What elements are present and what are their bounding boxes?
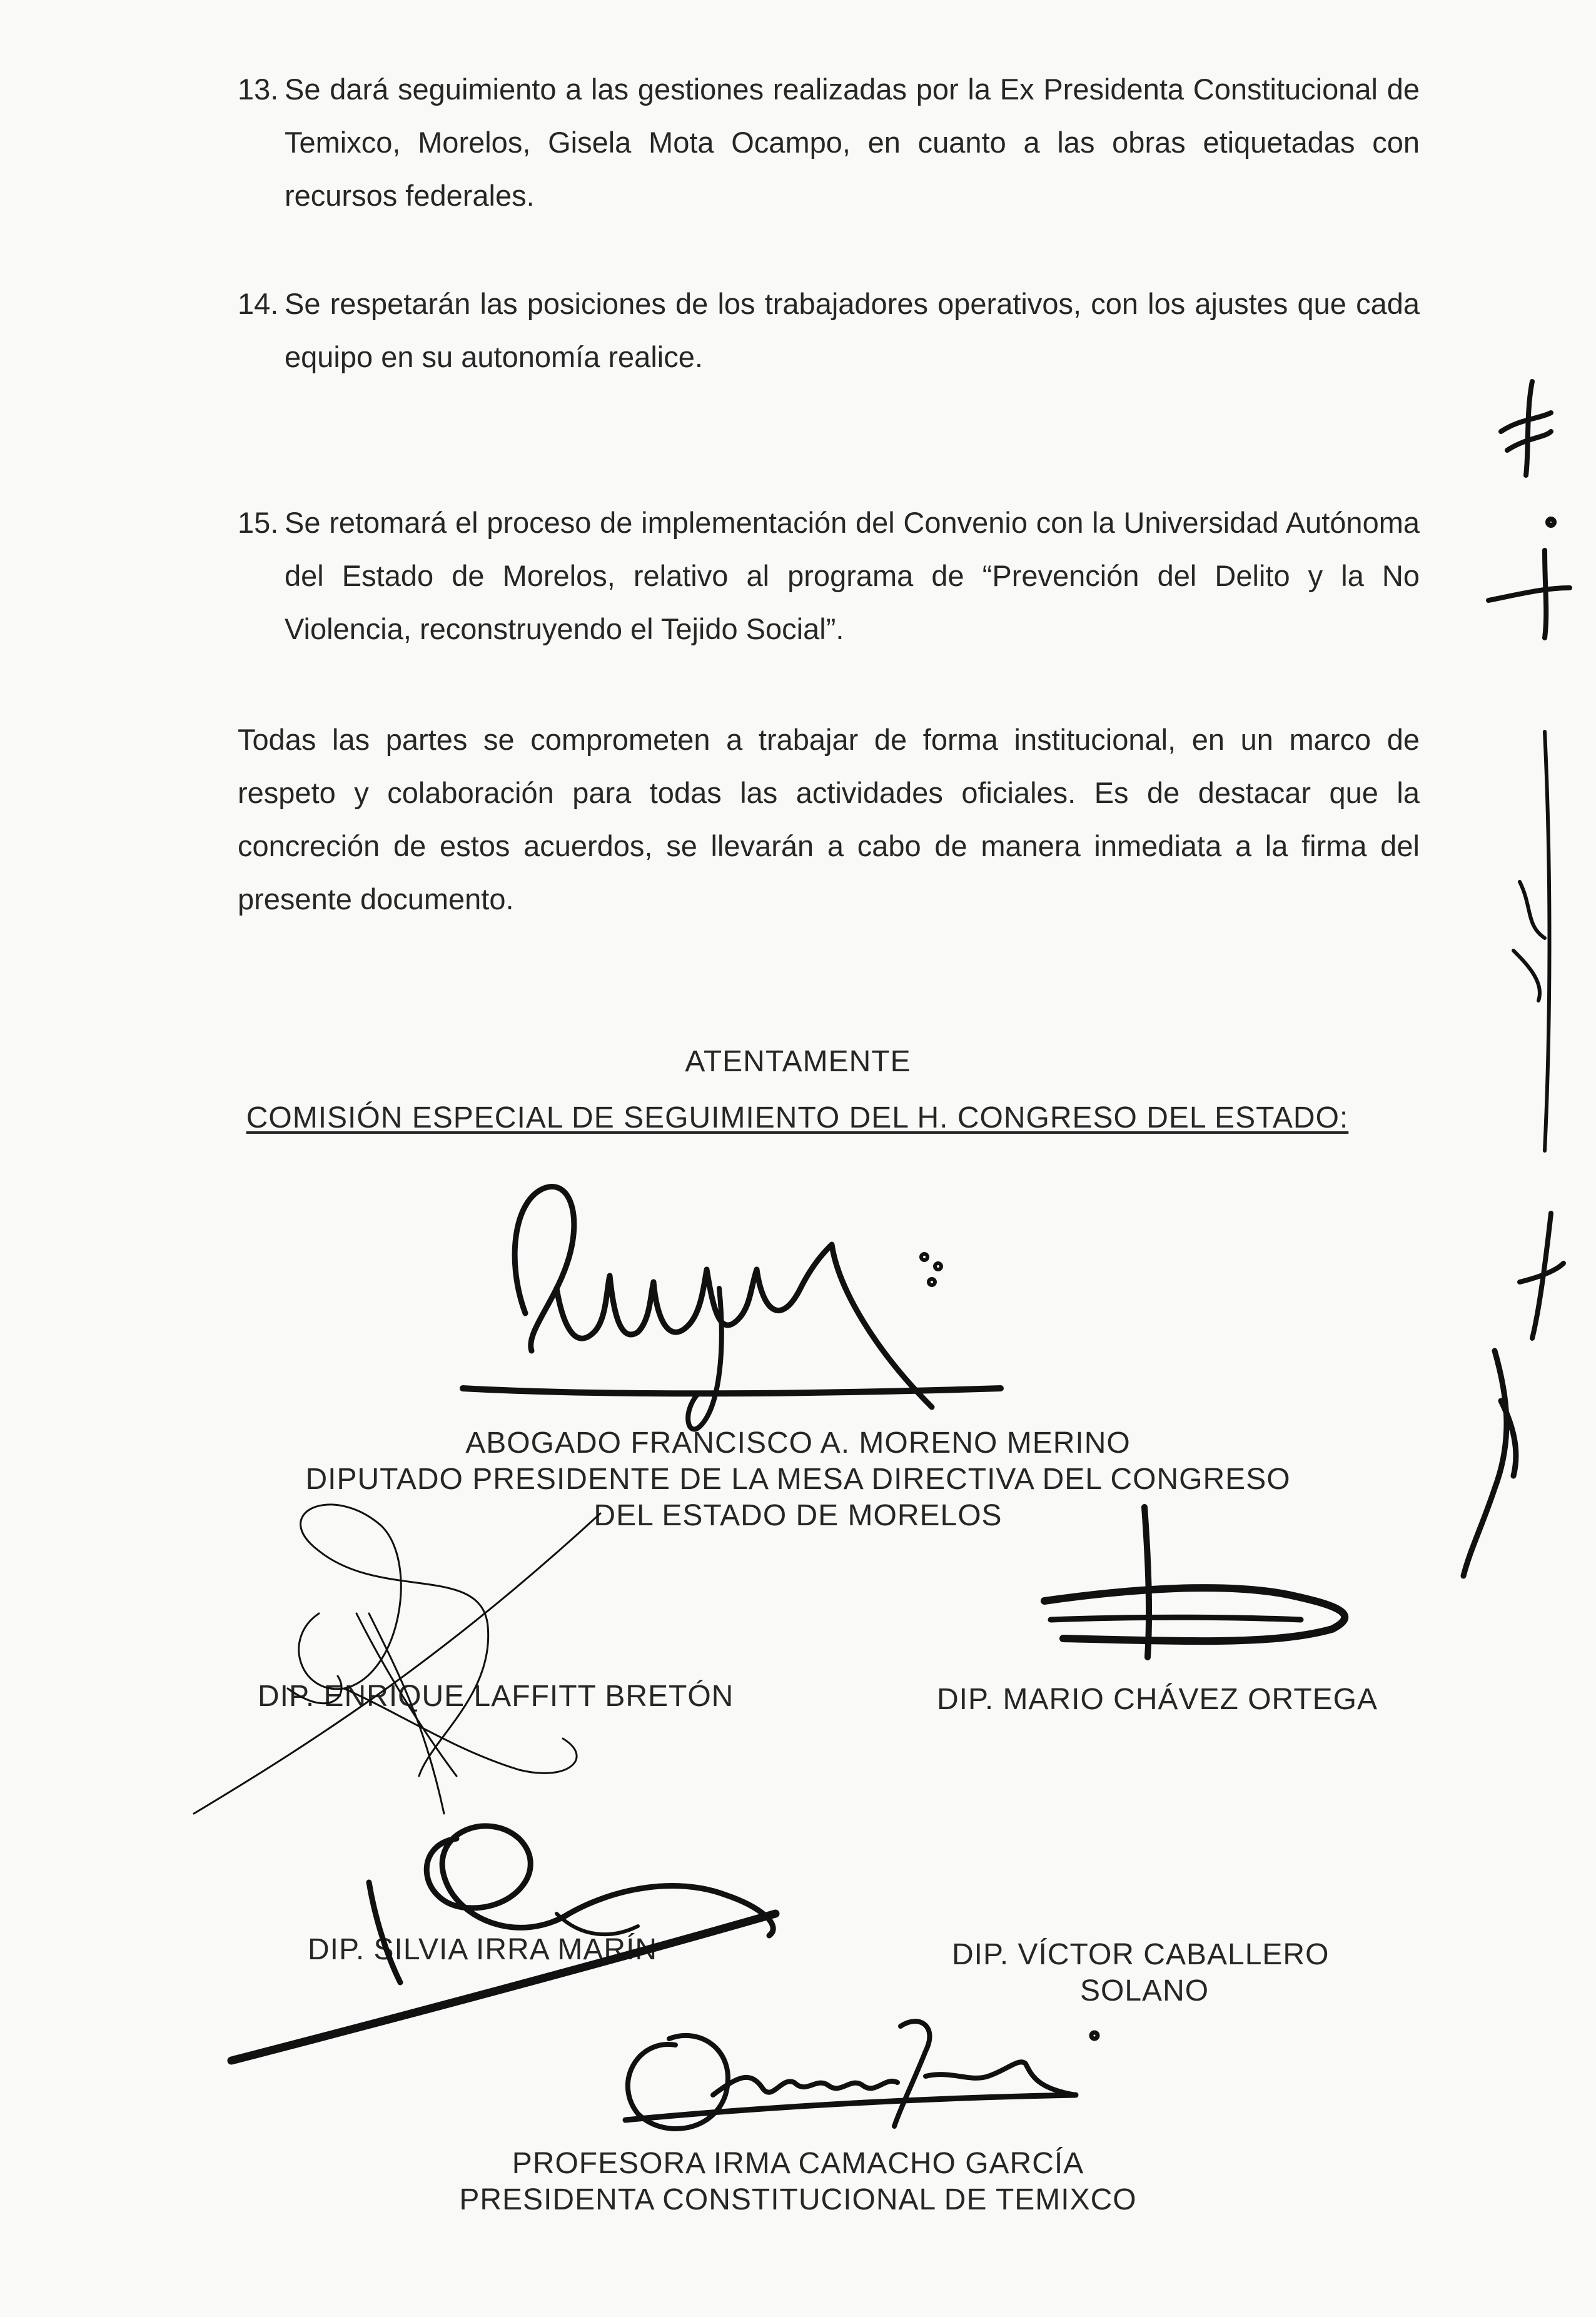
signatory-name: DIP. VÍCTOR CABALLERO: [952, 1938, 1330, 1971]
signature-camacho: [600, 2001, 1101, 2158]
signature-moreno: [450, 1163, 1013, 1463]
item-text: Se respetarán las posiciones de los trabajadores operativos, con los ajustes que cada equipo en su autonomía realice.: [285, 287, 1420, 373]
item-text: Se retomará el proceso de implementación del Convenio con la Universidad Autónoma del Estado de Morelos, relativo al programa de “Prevención del Delito y la No Violencia, reconstruyendo el Tejido Social”.: [285, 506, 1420, 645]
signatory-name: DIP. SILVIA IRRA MARÍN: [308, 1933, 658, 1966]
signatory-title: PRESIDENTA CONSTITUCIONAL DE TEMIXCO: [459, 2183, 1137, 2216]
commission-heading: COMISIÓN ESPECIAL DE SEGUIMIENTO DEL H. CONGRESO DEL ESTADO:: [246, 1101, 1349, 1134]
signatory-title: DEL ESTADO DE MORELOS: [593, 1499, 1003, 1532]
list-item-13: [238, 63, 1420, 222]
signatory-name: ABOGADO FRANCISCO A. MORENO MERINO: [465, 1426, 1131, 1460]
signature-laffitt: [194, 1488, 669, 1839]
signature-chavez: [1038, 1501, 1376, 1663]
signatory-name: DIP. MARIO CHÁVEZ ORTEGA: [937, 1683, 1378, 1716]
closing-paragraph: Todas las partes se comprometen a trabajar de forma institucional, en un marco de respeto y colaboración para todas las actividades oficiales. Es de destacar que la concreción de estos acuerdos, se llevarán a cabo de manera inmediata a la firma del presente documento.: [238, 723, 1420, 916]
item-number: 15.: [238, 506, 279, 539]
margin-initials: [1457, 363, 1582, 1638]
signatory-name: SOLANO: [1080, 1974, 1210, 2007]
list-item-14: [238, 277, 1420, 383]
item-number: 13.: [238, 73, 279, 106]
item-text: Se dará seguimiento a las gestiones realizadas por la Ex Presidenta Constitucional de Temixco, Morelos, Gisela Mota Ocampo, en cuanto a las obras etiquetadas con recursos federales.: [285, 73, 1420, 212]
signatory-title: DIPUTADO PRESIDENTE DE LA MESA DIRECTIVA DEL CONGRESO: [305, 1463, 1291, 1496]
signatory-name: DIP. ENRIQUE LAFFITT BRETÓN: [258, 1680, 734, 1713]
list-item-15: [238, 496, 1420, 655]
signatory-name: PROFESORA IRMA CAMACHO GARCÍA: [512, 2147, 1084, 2180]
item-number: 14.: [238, 287, 279, 320]
sign-off: ATENTAMENTE: [685, 1045, 911, 1078]
